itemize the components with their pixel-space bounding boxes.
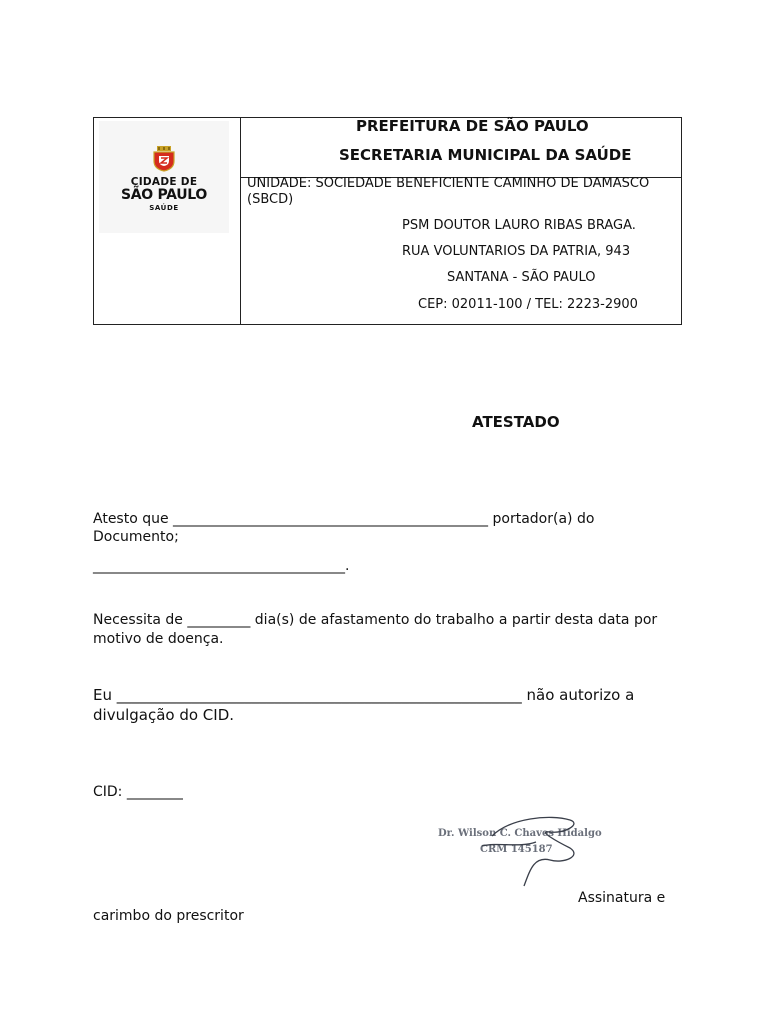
sao-paulo-health-logo	[99, 121, 229, 233]
header-unidade-line1: UNIDADE: SOCIEDADE BENEFICIENTE CAMINHO DE DAMASCO	[247, 176, 650, 191]
paragraph-cid-authorization-line2: divulgação do CID.	[93, 706, 235, 724]
header-divider-vertical	[240, 118, 241, 324]
header-unidade-line2: (SBCD)	[247, 192, 294, 207]
paragraph-cid-authorization-line1: Eu ______________________________________________________ não autorizo a	[93, 686, 635, 704]
logo-text-line1: CIDADE DE	[130, 176, 198, 188]
signature-label-line2: carimbo do prescritor	[93, 908, 244, 924]
logo-text-line3: SAÚDE	[149, 204, 179, 212]
paragraph-atesto-line1: Atesto que _____________________________________________ portador(a) do	[93, 511, 595, 527]
signature-stamp	[432, 812, 612, 896]
signature-label-line1: Assinatura e	[578, 890, 666, 906]
document-title: ATESTADO	[472, 413, 560, 431]
paragraph-afastamento-line2: motivo de doença.	[93, 631, 224, 647]
header-title-secretaria: SECRETARIA MUNICIPAL DA SAÚDE	[339, 146, 632, 164]
paragraph-atesto-line2: Documento;	[93, 529, 179, 545]
paragraph-atesto-line3: ____________________________________.	[93, 558, 350, 574]
logo-text-line2: SÃO PAULO	[120, 187, 208, 203]
stamp-crm-text: CRM 145187	[480, 844, 553, 855]
city-crest-icon	[152, 146, 176, 172]
header-city: SANTANA - SÃO PAULO	[447, 270, 596, 285]
header-address: RUA VOLUNTARIOS DA PATRIA, 943	[402, 244, 631, 259]
header-title-prefeitura: PREFEITURA DE SÃO PAULO	[356, 117, 589, 135]
header-psm: PSM DOUTOR LAURO RIBAS BRAGA.	[402, 218, 636, 233]
cid-field: CID: ________	[93, 784, 183, 800]
paragraph-afastamento-line1: Necessita de _________ dia(s) de afastamento do trabalho a partir desta data por	[93, 612, 658, 628]
stamp-name-text: Dr. Wilson C. Chaves Hidalgo	[438, 828, 602, 839]
header-cep-tel: CEP: 02011-100 / TEL: 2223-2900	[418, 297, 638, 312]
